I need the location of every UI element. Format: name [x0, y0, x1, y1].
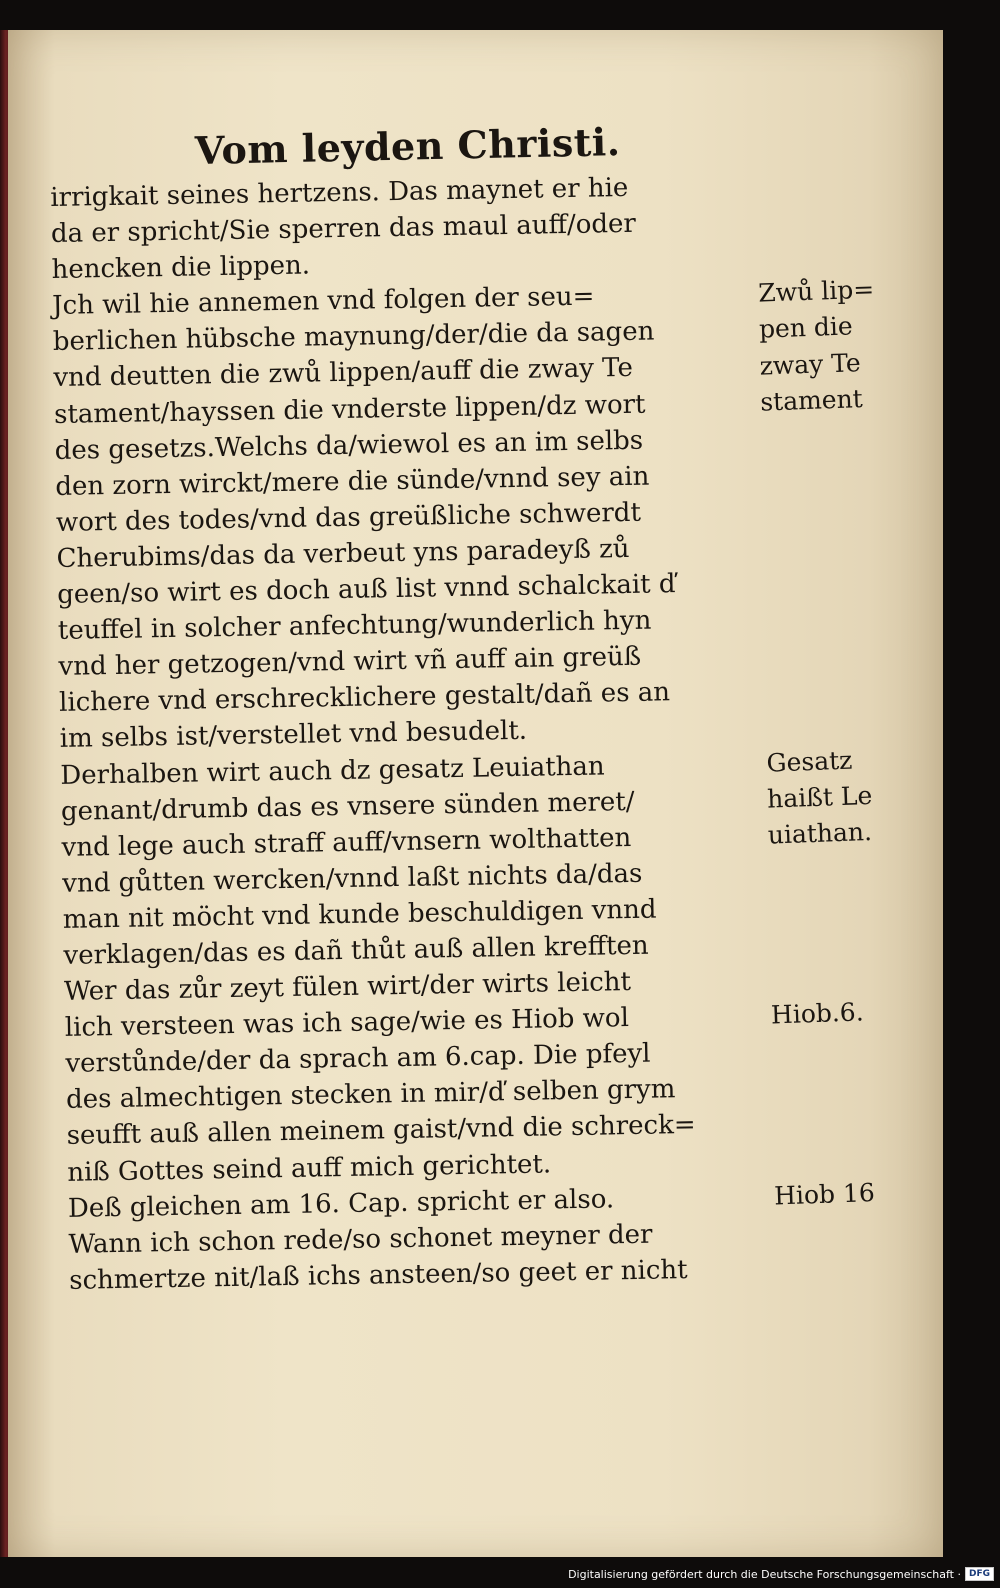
text-line: Deß gleichen am 16. Cap. spricht er also. — [67, 1183, 615, 1224]
text-line: berlichen hübsche maynung/der/die da sagen — [52, 316, 655, 358]
text-line: Jch wil hie annemen vnd folgen der seu= — [51, 281, 595, 322]
text-line: schmertze nit/laß ichs ansteen/so geet er nicht — [68, 1254, 688, 1296]
text-line: des gesetzs.Welchs da/wiewol es an im selbs — [54, 425, 644, 466]
text-line: irrigkait seines hertzens. Das maynet er hie — [50, 172, 629, 213]
margin-note: haißt Le — [766, 780, 873, 814]
text-line: Cherubims/das da verbeut yns paradeyß zů — [56, 533, 630, 574]
text-line: teuffel in solcher anfechtung/wunderlich hyn — [57, 605, 652, 647]
margin-note: uiathan. — [767, 816, 873, 850]
text-line: Derhalben wirt auch dz gesatz Leuiathan — [60, 750, 605, 791]
text-line: wort des todes/vnd das greüßliche schwerdt — [55, 497, 642, 538]
margin-note: Hiob.6. — [770, 997, 865, 1030]
footer-bar — [568, 1562, 994, 1586]
margin-note: pen die — [758, 311, 854, 345]
text-line: hencken die lippen. — [51, 250, 311, 286]
main-text-block — [50, 168, 876, 1298]
margin-note: stament — [759, 383, 864, 417]
dfg-logo: DFG — [965, 1567, 994, 1581]
text-line: lich versteen was ich sage/wie es Hiob wol — [64, 1003, 630, 1044]
text-line: geen/so wirt es doch auß list vnnd schalckait ď — [56, 569, 676, 610]
margin-note: Hiob 16 — [773, 1177, 876, 1211]
text-line: vnd lege auch straff auff/vnsern wolthatten — [61, 822, 632, 863]
text-line: vnd gůtten wercken/vnnd laßt nichts da/das — [62, 858, 643, 899]
text-line: den zorn wirckt/mere die sünde/vnnd sey ain — [55, 461, 650, 502]
text-line: lichere vnd erschrecklichere gestalt/dañ es an — [58, 677, 671, 719]
text-line: Wann ich schon rede/so schonet meyner der — [68, 1219, 653, 1260]
text-line: verklagen/das es dañ thůt auß allen krefften — [63, 930, 649, 971]
text-line: im selbs ist/verstellet vnd besudelt. — [59, 716, 528, 755]
text-line: stament/hayssen die vnderste lippen/dz wort — [53, 389, 646, 430]
text-line: des almechtigen stecken in mir/ď selben grym — [65, 1074, 676, 1116]
text-line: vnd her getzogen/vnd wirt vñ auff ain greüß — [58, 641, 642, 683]
text-line: verstůnde/der da sprach am 6.cap. Die pfeyl — [65, 1038, 651, 1080]
margin-note: Zwů lip= — [757, 274, 875, 308]
text-line: da er spricht/Sie sperren das maul auff/oder — [50, 208, 637, 250]
text-line: man nit möcht vnd kunde beschuldigen vnnd — [62, 894, 657, 935]
margin-note: Gesatz — [766, 745, 853, 778]
text-line: vnd deutten die zwů lippen/auff die zway Te — [53, 353, 634, 394]
text-line: seufft auß allen meinem gaist/vnd die schreck= — [66, 1110, 696, 1152]
text-line: niß Gottes seind auff mich gerichtet. — [67, 1148, 552, 1188]
running-header: Vom leyden Christi. — [194, 119, 621, 173]
margin-note: zway Te — [759, 347, 862, 381]
text-line: Wer das zůr zeyt fülen wirt/der wirts leicht — [63, 967, 632, 1007]
text-line: genant/drumb das es vnsere sünden meret/ — [60, 786, 635, 827]
footer-credit: Digitalisierung gefördert durch die Deutsche Forschungsgemeinschaft · — [568, 1567, 961, 1581]
